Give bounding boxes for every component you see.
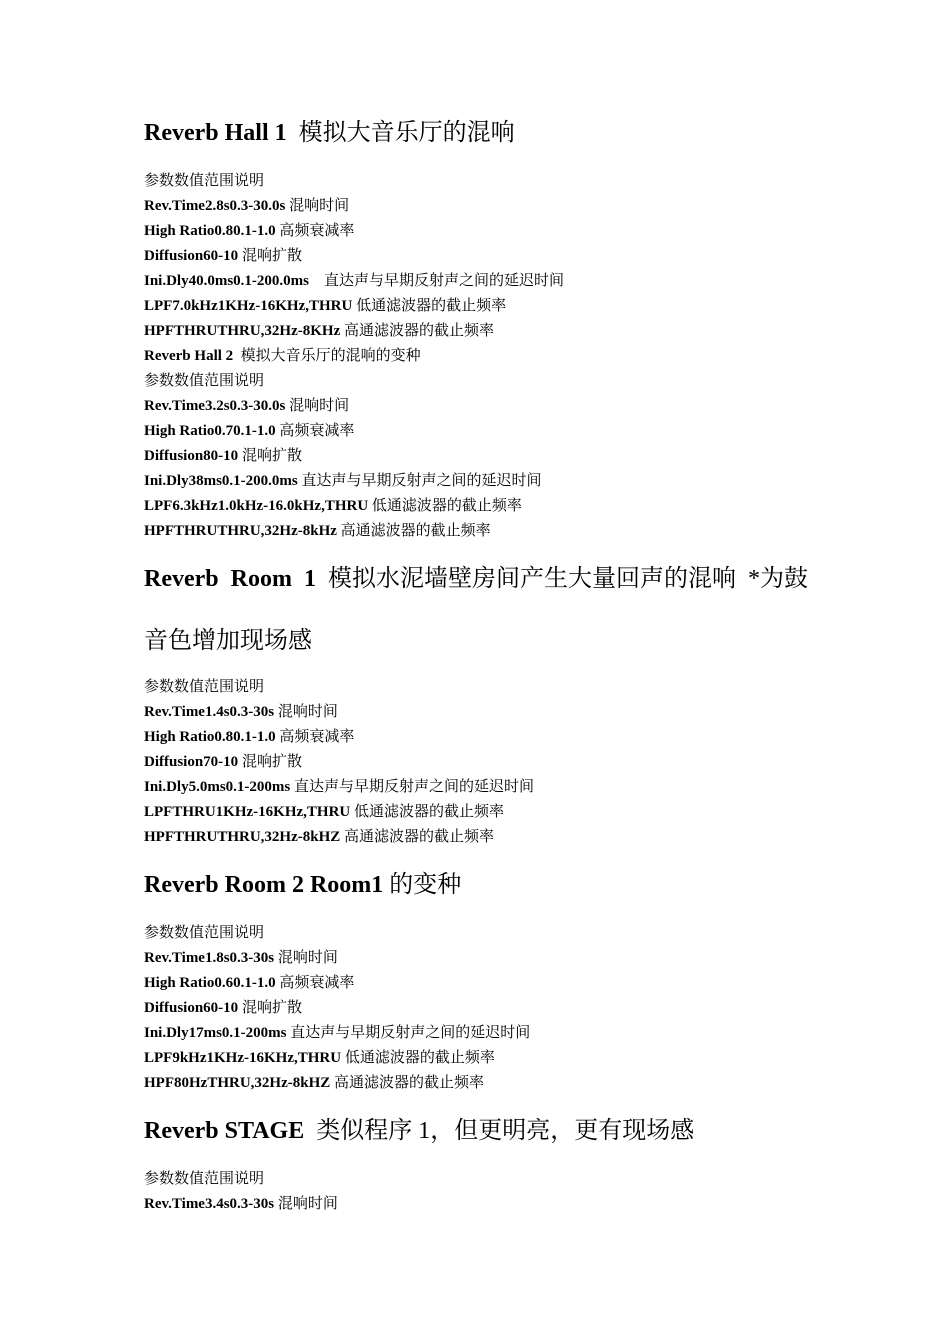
parameter-value: LPFTHRU1KHz-16KHz,THRU: [144, 804, 351, 820]
parameter-description: 低通滤波器的截止频率: [356, 298, 507, 314]
parameter-description: 混响扩散: [241, 448, 302, 464]
parameter-value: HPFTHRUTHRU,32Hz-8kHZ: [144, 829, 341, 845]
parameter-row: [144, 294, 824, 319]
section-heading: [144, 118, 824, 149]
heading-english: Reverb Room 2 Room1: [144, 872, 384, 898]
parameter-row: [144, 444, 824, 469]
parameter-value: Ini.Dly40.0ms0.1-200.0ms: [144, 273, 310, 289]
parameter-value: Rev.Time1.4s0.3-30s: [144, 704, 275, 720]
section-reverb-hall-1: [144, 118, 824, 344]
parameter-description: 混响时间: [289, 198, 350, 214]
section-spacer: [144, 1096, 824, 1116]
parameter-row: [144, 319, 824, 344]
parameter-value: Rev.Time3.4s0.3-30s: [144, 1196, 275, 1212]
parameter-description: 低通滤波器的截止频率: [344, 1050, 495, 1066]
parameter-row: [144, 269, 824, 294]
heading-chinese: 模拟大音乐厅的混响: [298, 120, 515, 146]
parameter-row: [144, 519, 824, 544]
parameter-value: High Ratio0.70.1-1.0: [144, 423, 276, 439]
parameter-description: 低通滤波器的截止频率: [354, 804, 505, 820]
parameter-row: [144, 1021, 824, 1046]
parameter-row: [144, 1192, 824, 1217]
parameter-description: 混响时间: [277, 1196, 338, 1212]
parameter-value: High Ratio0.80.1-1.0: [144, 729, 276, 745]
parameter-value: HPF80HzTHRU,32Hz-8kHZ: [144, 1075, 331, 1091]
table-header: 参数数值范围说明: [144, 373, 265, 389]
heading-chinese: 的变种: [389, 872, 462, 898]
parameter-row: [144, 996, 824, 1021]
parameter-description: 高通滤波器的截止频率: [340, 523, 491, 539]
parameter-value: Ini.Dly5.0ms0.1-200ms: [144, 779, 291, 795]
section-heading: [144, 564, 824, 657]
parameter-description: 高频衰减率: [279, 223, 355, 239]
parameter-row: [144, 219, 824, 244]
parameter-value: Ini.Dly17ms0.1-200ms: [144, 1025, 287, 1041]
parameter-description: 直达声与早期反射声之间的延迟时间: [290, 1025, 531, 1041]
table-header: 参数数值范围说明: [144, 679, 265, 695]
parameter-value: Rev.Time2.8s0.3-30.0s: [144, 198, 286, 214]
parameter-description: 混响时间: [277, 704, 338, 720]
parameter-description: 混响扩散: [241, 754, 302, 770]
parameter-description: 直达声与早期反射声之间的延迟时间: [294, 779, 535, 795]
section-reverb-hall-2: [144, 344, 824, 544]
heading-chinese-continued: 音色增加现场感: [144, 628, 312, 654]
table-header: 参数数值范围说明: [144, 925, 265, 941]
table-header: 参数数值范围说明: [144, 1171, 265, 1187]
parameter-description: 直达声与早期反射声之间的延迟时间: [324, 273, 565, 289]
parameter-description: 高通滤波器的截止频率: [344, 829, 495, 845]
parameter-value: Diffusion60-10: [144, 248, 239, 264]
heading-chinese: 类似程序 1，但更明亮，更有现场感: [316, 1118, 695, 1144]
heading-english: Reverb STAGE: [144, 1118, 305, 1144]
parameter-value: Rev.Time1.8s0.3-30s: [144, 950, 275, 966]
parameter-row: [144, 494, 824, 519]
parameter-value: High Ratio0.80.1-1.0: [144, 223, 276, 239]
parameter-row: [144, 469, 824, 494]
parameter-row: [144, 1046, 824, 1071]
parameter-row: [144, 700, 824, 725]
section-reverb-room-1: [144, 564, 824, 850]
parameter-row: [144, 194, 824, 219]
parameter-description: 混响扩散: [241, 248, 302, 264]
heading-chinese: 模拟水泥墙壁房间产生大量回声的混响 *为鼓: [327, 566, 808, 592]
parameter-row: [144, 971, 824, 996]
section-reverb-room-2: [144, 870, 824, 1096]
heading-english: Reverb Hall 2: [144, 348, 234, 364]
parameter-value: LPF7.0kHz1KHz-16KHz,THRU: [144, 298, 353, 314]
document-page: [144, 118, 824, 1217]
parameter-value: HPFTHRUTHRU,32Hz-8kHz: [144, 523, 337, 539]
parameter-value: Diffusion60-10: [144, 1000, 239, 1016]
parameter-description: 混响时间: [277, 950, 338, 966]
parameter-description: 直达声与早期反射声之间的延迟时间: [301, 473, 542, 489]
parameter-value: LPF6.3kHz1.0kHz-16.0kHz,THRU: [144, 498, 369, 514]
heading-english: Reverb Room 1: [144, 566, 316, 592]
table-header: 参数数值范围说明: [144, 173, 265, 189]
parameter-row: [144, 946, 824, 971]
parameter-row: [144, 800, 824, 825]
parameter-description: 高频衰减率: [279, 423, 355, 439]
parameter-row: [144, 244, 824, 269]
parameter-description: 高通滤波器的截止频率: [343, 323, 494, 339]
parameter-value: Rev.Time3.2s0.3-30.0s: [144, 398, 286, 414]
section-reverb-stage: [144, 1116, 824, 1217]
parameter-row: [144, 394, 824, 419]
parameter-row: [144, 725, 824, 750]
parameter-value: Diffusion70-10: [144, 754, 239, 770]
heading-english: Reverb Hall 1: [144, 120, 287, 146]
parameter-description: 高通滤波器的截止频率: [334, 1075, 485, 1091]
section-spacer: [144, 544, 824, 564]
parameter-value: Diffusion80-10: [144, 448, 239, 464]
section-heading: [144, 870, 824, 901]
parameter-row: [144, 419, 824, 444]
parameter-row: [144, 775, 824, 800]
section-heading: [144, 344, 824, 369]
parameter-value: Ini.Dly38ms0.1-200.0ms: [144, 473, 298, 489]
parameter-value: LPF9kHz1KHz-16KHz,THRU: [144, 1050, 342, 1066]
parameter-row: [144, 750, 824, 775]
section-spacer: [144, 850, 824, 870]
parameter-description: 高频衰减率: [279, 729, 355, 745]
parameter-description: 低通滤波器的截止频率: [371, 498, 522, 514]
parameter-description: 混响时间: [289, 398, 350, 414]
section-heading: [144, 1116, 824, 1147]
parameter-description: 混响扩散: [241, 1000, 302, 1016]
parameter-row: [144, 825, 824, 850]
parameter-value: High Ratio0.60.1-1.0: [144, 975, 276, 991]
heading-chinese: 模拟大音乐厅的混响的变种: [240, 348, 421, 364]
parameter-description: 高频衰减率: [279, 975, 355, 991]
parameter-row: [144, 1071, 824, 1096]
parameter-value: HPFTHRUTHRU,32Hz-8KHz: [144, 323, 341, 339]
